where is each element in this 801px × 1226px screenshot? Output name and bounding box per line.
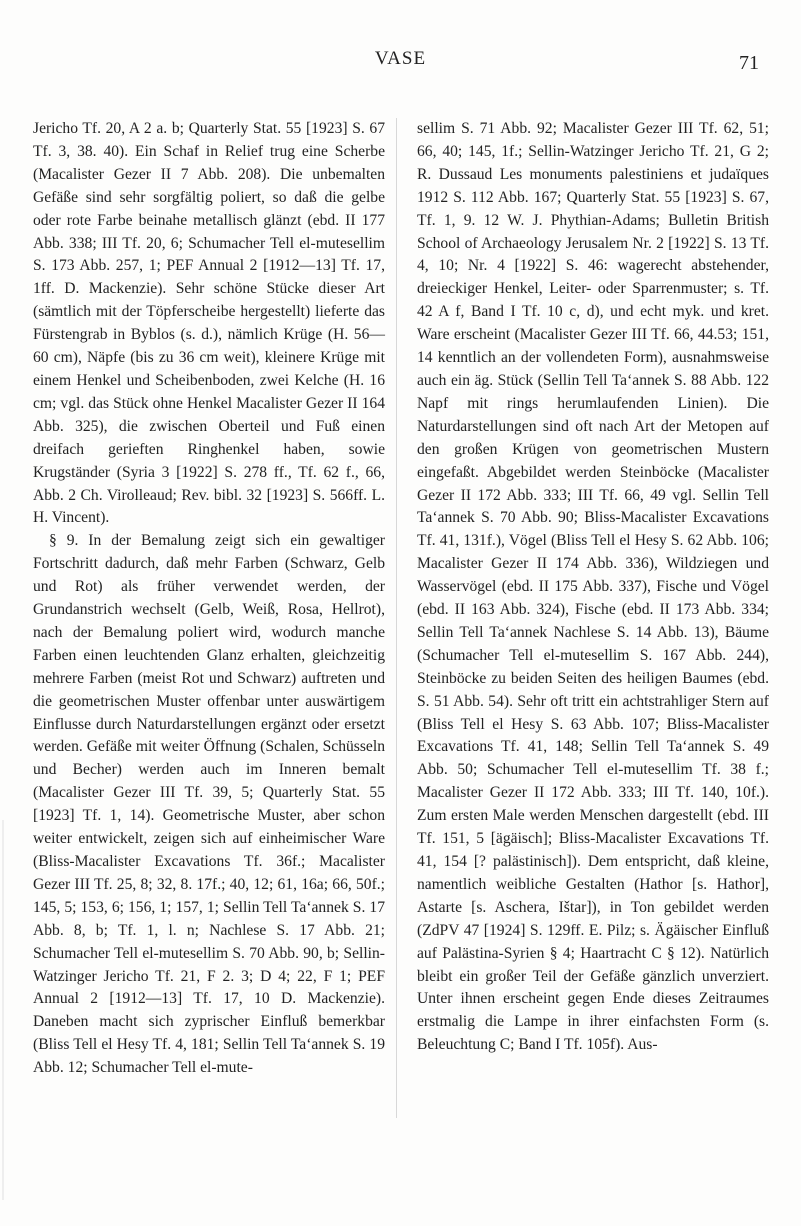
paragraph: Jericho Tf. 20, A 2 a. b; Quarterly Stat. 55 [1923] S. 67 Tf. 3, 38. 40). Ein Schaf in Relief trug eine Scherbe (Macalister Gezer II 7 Abb. 208). Die unbemalten Gefäße sind sehr sorgfältig poliert, so daß die gelbe oder rote Farbe beinahe metallisch glänzt (ebd. II 177 Abb. 338; III Tf. 20, 6; Schumacher Tell el-mutesellim S. 173 Abb. 257, 1; PEF Annual 2 [1912—13] Tf. 17, 1ff. D. Mackenzie). Sehr schöne Stücke dieser Art (sämtlich mit der Töpferscheibe hergestellt) lieferte das Fürstengrab in Byblos (s. d.), nämlich Krüge (H. 56—60 cm), Näpfe (bis zu 36 cm weit), kleinere Krüge mit einem Henkel und Scheibenboden, zwei Kelche (H. 16 cm; vgl. das Stück ohne Henkel Macalister Gezer II 164 Abb. 325), die zwischen Oberteil und Fuß einen dreifach gerieften Ringhenkel haben, sowie Krugständer (Syria 3 [1922] S. 278 ff., Tf. 62 f., 66, Abb. 2 Ch. Virolleaud; Rev. bibl. 32 [1923] S. 566ff. L. H. Vincent).: [33, 120, 385, 527]
running-head: [30, 48, 771, 78]
paragraph: sellim S. 71 Abb. 92; Macalister Gezer III Tf. 62, 51; 66, 40; 145, 1f.; Sellin-Watzinger Jericho Tf. 21, G 2; R. Dussaud Les monuments palestiniens et judaïques 1912 S. 112 Abb. 167; Quarterly Stat. 55 [1923] S. 67, Tf. 1, 9. 12 W. J. Phythian-Adams; Bulletin British School of Archaeology Jerusalem Nr. 2 [1922] S. 13 Tf. 4, 10; Nr. 4 [1922] S. 46: wagerecht abstehender, dreieckiger Henkel, Leiter- oder Sparrenmuster; s. Tf. 42 A f, Band I Tf. 10 c, d), und echt myk. und kret. Ware erscheint (Macalister Gezer III Tf. 66, 44.53; 151, 14 kenntlich an der vollendeten Form), ausnahmsweise auch ein äg. Stück (Sellin Tell Ta‘annek S. 88 Abb. 122 Napf mit rings herumlaufenden Linien). Die Naturdarstellungen sind oft nach Art der Metopen auf den großen Krügen von geometrischen Mustern eingefaßt. Abgebildet werden Steinböcke (Macalister Gezer II 172 Abb. 333; III Tf. 66, 49 vgl. Sellin Tell Ta‘annek S. 70 Abb. 90; Bliss-Macalister Excavations Tf. 41, 131f.), Vögel (Bliss Tell el Hesy S. 62 Abb. 106; Macalister Gezer II 174 Abb. 336), Wildziegen und Wasservögel (ebd. II 175 Abb. 337), Fische und Vögel (ebd. II 163 Abb. 324), Fische (ebd. II 173 Abb. 334; Sellin Tell Ta‘annek Nachlese S. 14 Abb. 13), Bäume (Schumacher Tell el-mutesellim S. 167 Abb. 244), Steinböcke zu beiden Seiten des heiligen Baumes (ebd. S. 51 Abb. 54). Sehr oft tritt ein achtstrahliger Stern auf (Bliss Tell el Hesy S. 63 Abb. 107; Bliss-Macalister Excavations Tf. 41, 148; Sellin Tell Ta‘annek S. 49 Abb. 50; Schumacher Tell el-mutesellim Tf. 38 f.; Macalister Gezer II 172 Abb. 333; III Tf. 140, 10f.). Zum ersten Male werden Menschen dargestellt (ebd. III Tf. 151, 5 [ägäisch]; Bliss-Macalister Excavations Tf. 41, 154 [? palästinisch]). Dem entspricht, daß kleine, namentlich weibliche Gestalten (Hathor [s. Hathor], Astarte [s. Aschera, Ištar]), in Ton gebildet werden (ZdPV 47 [1924] S. 129ff. E. Pilz; s. Ägäischer Einfluß auf Palästina-Syrien § 4; Haartracht C § 12). Natürlich bleibt ein großer Teil der Gefäße gänzlich unverziert. Unter ihnen erscheint gegen Ende dieses Zeitraumes erstmalig die Lampe in ihrer einfachsten Form (s. Beleuchtung C; Band I Tf. 105f). Aus-: [417, 120, 769, 1054]
paragraph: § 9. In der Bemalung zeigt sich ein gewaltiger Fortschritt dadurch, daß mehr Farben (Schwarz, Gelb und Rot) als früher verwendet werden, der Grundanstrich wechselt (Gelb, Weiß, Rosa, Hellrot), nach der Bemalung poliert wird, wodurch manche Farben einen leuchtenden Glanz erhalten, gleichzeitig mehrere Farben (meist Rot und Schwarz) auftreten und die geometrischen Muster offenbar unter auswärtigem Einflusse durch Naturdarstellungen ergänzt oder ersetzt werden. Gefäße mit weiter Öffnung (Schalen, Schüsseln und Becher) werden auch im Inneren bemalt (Macalister Gezer III Tf. 39, 5; Quarterly Stat. 55 [1923] Tf. 1, 14). Geometrische Muster, aber schon weiter entwickelt, zeigen sich auf einheimischer Ware (Bliss-Macalister Excavations Tf. 36f.; Macalister Gezer III Tf. 25, 8; 32, 8. 17f.; 40, 12; 61, 16a; 66, 50f.; 145, 5; 153, 6; 156, 1; 157, 1; Sellin Tell Ta‘annek S. 17 Abb. 8, b; Tf. 1, l. n; Nachlese S. 17 Abb. 21; Schumacher Tell el-mutesellim S. 70 Abb. 90, b; Sellin-Watzinger Jericho Tf. 21, F 2. 3; D 4; 22, F 1; PEF Annual 2 [1912—13] Tf. 17, 10 D. Mackenzie). Daneben macht sich zyprischer Einfluß bemerkbar (Bliss Tell el Hesy Tf. 4, 181; Sellin Tell Ta‘annek S. 19 Abb. 12; Schumacher Tell el-mute-: [33, 532, 385, 1077]
right-column: [417, 118, 769, 1057]
page-number: 71: [739, 52, 759, 74]
running-title: VASE: [374, 48, 427, 69]
left-column: [33, 118, 385, 1080]
column-divider: [396, 118, 397, 1118]
scan-edge-shadow: [2, 820, 4, 1200]
